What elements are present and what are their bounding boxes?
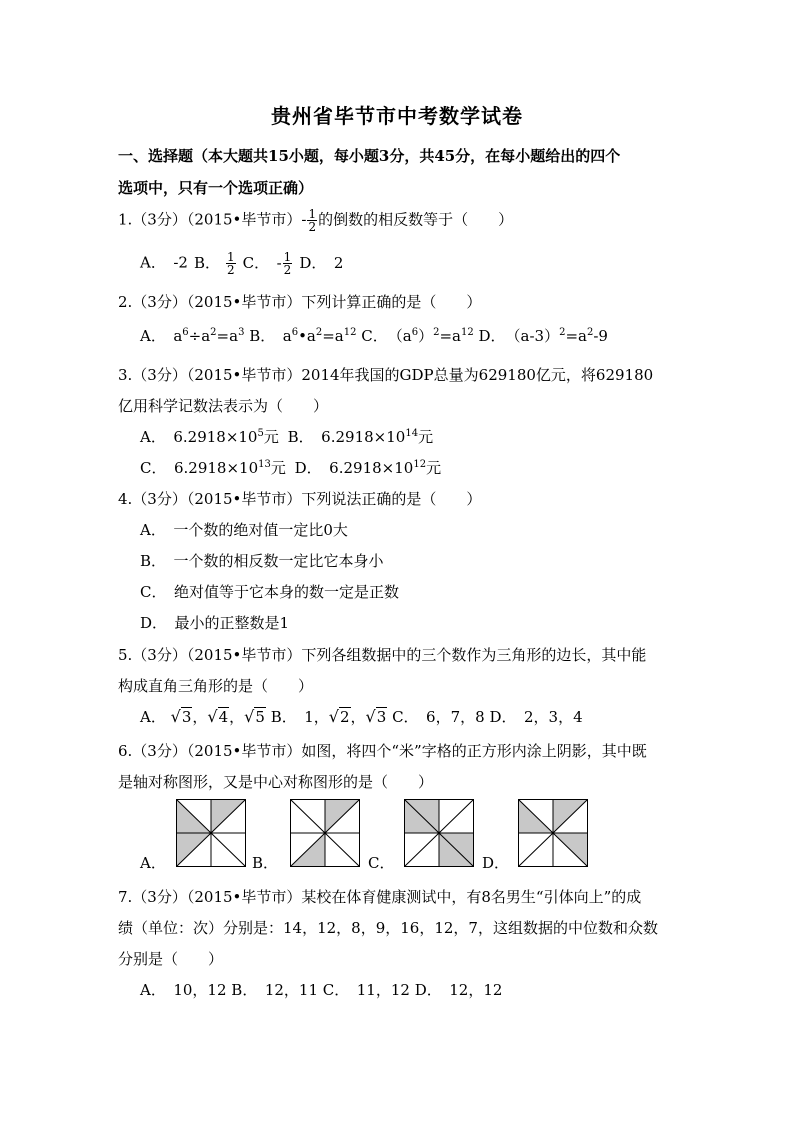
sqrt-3b-arg: 3 — [376, 708, 387, 726]
q3c-pre: C． 6.2918×10 — [140, 459, 259, 477]
q2-option-a — [140, 327, 244, 345]
question-7-line3: 分别是（ ） — [118, 950, 224, 968]
sqrt-5: √5 — [244, 707, 265, 726]
question-7-line1: 7.（3分）（2015•毕节市）某校在体育健康测试中，有8名男生“引体向上”的成 — [118, 888, 642, 906]
q5-option-d: D． 2，3，4 — [489, 708, 583, 726]
question-5-options — [140, 706, 583, 727]
q2a-mid: ÷a — [188, 327, 211, 345]
q3-option-b — [288, 428, 433, 446]
q7-option-c: C． 11，12 — [322, 981, 410, 999]
q6-option-b-label: B． — [252, 854, 279, 872]
q4-option-a: A． 一个数的绝对值一定比0大 — [140, 521, 348, 539]
q4-option-b: B． 一个数的相反数一定比它本身小 — [140, 552, 384, 570]
q2b-pre: B． a — [249, 327, 292, 345]
q5-comma-3: ， — [350, 708, 366, 726]
q4-option-d: D． 最小的正整数是1 — [140, 614, 290, 632]
question-2-stem: 2.（3分）（2015•毕节市）下列计算正确的是（ ） — [118, 293, 482, 311]
sqrt-4: √4 — [207, 707, 229, 726]
q2a-pre: A． a — [140, 327, 183, 345]
q2d-tail: -9 — [593, 327, 608, 345]
q2-option-c — [361, 327, 473, 345]
section-heading-line1: 一、选择题（本大题共15小题，每小题3分，共45分，在每小题给出的四个 — [118, 147, 621, 165]
question-3-line2: 亿用科学记数法表示为（ ） — [118, 397, 329, 415]
q1-option-b: B． — [193, 253, 220, 272]
q3-option-a — [140, 428, 279, 446]
question-3-options-row2 — [140, 457, 441, 478]
q2-option-d — [478, 327, 607, 345]
q1-frac-den: 2 — [308, 220, 317, 234]
q7-option-a: A． 10，12 — [140, 981, 227, 999]
q5-option-b: B． 1， — [270, 708, 329, 726]
q2c-e1: 6 — [411, 327, 419, 338]
q2b-e2: 2 — [315, 327, 323, 338]
q3a-u: 元 — [263, 428, 279, 446]
q3d-u: 元 — [426, 459, 442, 477]
q1-optc-den: 2 — [283, 263, 292, 277]
sqrt-3b: √3 — [365, 707, 387, 726]
q6-option-c-label: C． — [368, 854, 395, 872]
q2c-e2: 2 — [433, 327, 440, 338]
q1-frac-num: 1 — [308, 207, 317, 221]
q2-option-b — [249, 327, 356, 345]
q5-comma-2: ， — [229, 708, 245, 726]
sqrt-3-arg: 3 — [181, 708, 192, 726]
q1-optc-num: 1 — [283, 250, 292, 264]
q3b-pre: B． 6.2918×10 — [287, 428, 406, 446]
q2a-e2: 2 — [210, 327, 217, 338]
q2d-e2: 2 — [586, 327, 594, 338]
q2b-eq: =a — [322, 327, 344, 345]
q2c-pre: C． （a — [361, 327, 412, 345]
q1-option-a: A． -2 — [140, 253, 188, 272]
q3b-e: 14 — [405, 428, 419, 439]
q2a-e1: 6 — [182, 327, 189, 338]
q2d-eq: =a — [565, 327, 587, 345]
q6-option-d-label: D． — [482, 854, 510, 872]
q6-figure-b — [290, 799, 360, 867]
q6-figure-c — [404, 799, 474, 867]
question-6-line1: 6.（3分）（2015•毕节市）如图，将四个“米”字格的正方形内涂上阴影，其中既 — [118, 742, 647, 760]
question-1-options — [140, 251, 343, 276]
q3a-e: 5 — [257, 428, 264, 439]
q1-fraction — [307, 208, 317, 233]
question-3-options-row1 — [140, 426, 433, 447]
question-7-line2: 绩（单位：次）分别是：14，12，8，9，16，12，7，这组数据的中位数和众数 — [118, 919, 658, 937]
q6-figure-d — [518, 799, 588, 867]
q3d-e: 12 — [413, 459, 427, 470]
q2a-e3: 3 — [238, 327, 245, 338]
sqrt-3: √3 — [170, 707, 192, 726]
question-1-stem — [118, 208, 513, 233]
question-3-line1: 3.（3分）（2015•毕节市）2014年我国的GDP总量为629180亿元，将629180 — [118, 366, 654, 384]
q2c-eq: =a — [439, 327, 461, 345]
q2c-e3: 12 — [460, 327, 474, 338]
q1-suffix: 的倒数的相反数等于（ ） — [318, 210, 514, 229]
q1-option-d: D． 2 — [299, 253, 344, 272]
q7-option-d: D． 12，12 — [414, 981, 503, 999]
section-heading-line2: 选项中，只有一个选项正确） — [118, 179, 314, 197]
q3b-u: 元 — [418, 428, 434, 446]
q2b-e1: 6 — [291, 327, 299, 338]
q2b-e3: 12 — [343, 327, 357, 338]
question-6-line2: 是轴对称图形，又是中心对称图形的是（ ） — [118, 773, 434, 791]
q5-comma-1: ， — [192, 708, 208, 726]
q3c-u: 元 — [270, 459, 286, 477]
q2b-mid: •a — [298, 327, 316, 345]
q1-option-c: C． - — [242, 253, 282, 272]
q6-option-a-label: A． — [140, 854, 166, 872]
q3a-pre: A． 6.2918×10 — [140, 428, 258, 446]
q1-optb-num: 1 — [226, 250, 235, 264]
q6-figure-a — [176, 799, 246, 867]
sqrt-4-arg: 4 — [218, 708, 229, 726]
q2c-mid: ） — [418, 327, 434, 345]
page-title: 贵州省毕节市中考数学试卷 — [271, 104, 523, 128]
q1-option-b-fraction — [226, 251, 236, 276]
q5-option-c: C． 6，7，8 — [392, 708, 485, 726]
sqrt-5-arg: 5 — [255, 708, 265, 726]
q2d-pre: D． （a-3） — [478, 327, 560, 345]
question-4-stem: 4.（3分）（2015•毕节市）下列说法正确的是（ ） — [118, 490, 482, 508]
question-5-line2: 构成直角三角形的是（ ） — [118, 677, 314, 695]
q2d-e1: 2 — [559, 327, 566, 338]
q1-neg: - — [301, 210, 307, 229]
q1-prefix: 1.（3分）（2015•毕节市） — [118, 210, 302, 229]
q1-option-c-fraction — [283, 251, 293, 276]
q3-option-c — [140, 459, 286, 477]
q3-option-d — [295, 459, 441, 477]
sqrt-2: √2 — [328, 707, 350, 726]
q1-optb-den: 2 — [226, 263, 235, 277]
q3c-e: 13 — [258, 459, 271, 470]
question-5-line1: 5.（3分）（2015•毕节市）下列各组数据中的三个数作为三角形的边长，其中能 — [118, 646, 647, 664]
question-2-options — [140, 325, 608, 346]
q5-option-a: A． — [140, 708, 166, 726]
q2a-eq: =a — [216, 327, 239, 345]
question-7-options — [140, 979, 502, 1000]
q4-option-c: C． 绝对值等于它本身的数一定是正数 — [140, 583, 399, 601]
q3d-pre: D． 6.2918×10 — [294, 459, 414, 477]
sqrt-2-arg: 2 — [339, 708, 350, 726]
q7-option-b: B． 12，11 — [231, 981, 318, 999]
